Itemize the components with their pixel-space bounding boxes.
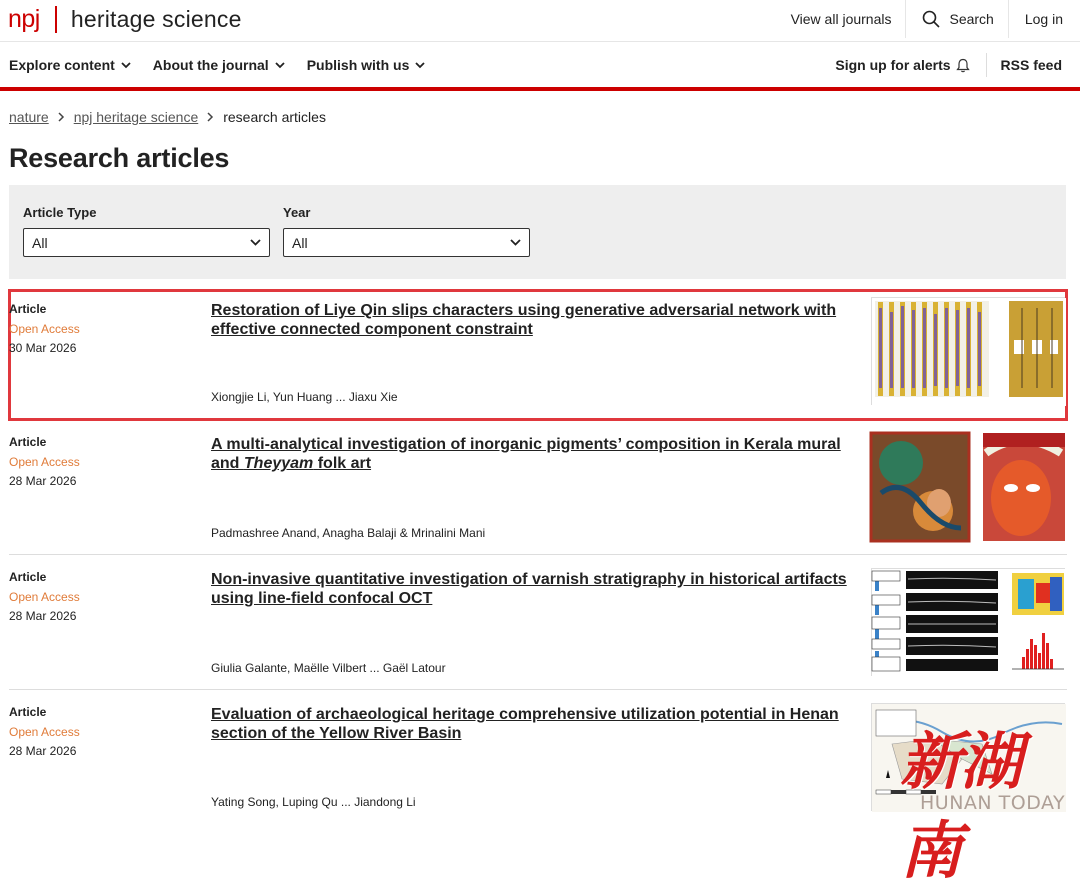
article-date: 30 Mar 2026 — [9, 341, 77, 355]
article-title-link[interactable] — [211, 435, 856, 473]
open-access-badge: Open Access — [9, 590, 80, 604]
article-date: 28 Mar 2026 — [9, 744, 77, 758]
alerts-label: Sign up for alerts — [835, 57, 951, 73]
search-label: Search — [949, 11, 994, 27]
article-authors: Yating Song, Luping Qu ... Jiandong Li — [211, 795, 416, 809]
article-type: Article — [9, 435, 47, 449]
mural-painting-image — [871, 433, 1065, 541]
article-type: Article — [9, 705, 47, 719]
nav-publish-with-us[interactable] — [307, 57, 426, 73]
article-card — [9, 420, 1067, 555]
year-label: Year — [283, 205, 311, 220]
nav-publish-label: Publish with us — [306, 57, 410, 73]
search-icon — [922, 10, 940, 28]
watermark-english-text: HUNAN TODAY — [920, 792, 1066, 814]
article-list — [9, 290, 1067, 825]
view-all-journals-link[interactable]: View all journals — [790, 11, 892, 27]
article-meta — [9, 704, 80, 759]
chevron-down-icon — [510, 239, 521, 246]
article-authors: Padmashree Anand, Anagha Balaji & Mrinalini Mani — [211, 526, 486, 540]
article-meta — [9, 569, 80, 624]
breadcrumb-current: research articles — [223, 109, 326, 125]
article-date: 28 Mar 2026 — [9, 474, 77, 488]
article-thumbnail[interactable] — [871, 433, 1065, 541]
breadcrumb — [9, 109, 326, 125]
nav-about-label: About the journal — [152, 57, 269, 73]
journal-logo[interactable] — [8, 4, 242, 34]
article-type-select[interactable] — [23, 228, 270, 257]
open-access-badge: Open Access — [9, 455, 80, 469]
bamboo-slips-image — [872, 298, 1066, 406]
header-accent-bar — [0, 87, 1080, 91]
rss-feed-link[interactable]: RSS feed — [986, 53, 1080, 77]
breadcrumb-journal[interactable]: npj heritage science — [73, 109, 199, 125]
chevron-down-icon — [275, 62, 285, 69]
article-date: 28 Mar 2026 — [9, 609, 77, 623]
page-title: Research articles — [9, 143, 230, 173]
bell-icon — [956, 58, 970, 73]
article-thumbnail[interactable] — [871, 703, 1065, 811]
article-authors: Xiongjie Li, Yun Huang ... Jiaxu Xie — [211, 390, 398, 404]
year-value: All — [292, 234, 308, 251]
oct-figure-image — [872, 569, 1066, 677]
article-title-italic: Theyyam — [243, 455, 314, 472]
article-type-value: All — [32, 234, 48, 251]
top-bar — [0, 0, 1080, 42]
article-meta — [9, 434, 80, 489]
logo-name: heritage science — [70, 5, 242, 32]
article-card — [9, 690, 1067, 825]
logo-divider — [55, 6, 57, 33]
article-thumbnail[interactable] — [871, 568, 1065, 676]
chevron-right-icon — [58, 112, 65, 122]
year-select[interactable] — [283, 228, 530, 257]
chevron-down-icon — [121, 62, 131, 69]
chevron-down-icon — [250, 239, 261, 246]
article-title-text: A multi-analytical investigation of inorganic pigments’ composition in Kerala mural and — [211, 436, 841, 472]
article-title-link[interactable]: Restoration of Liye Qin slips characters using generative adversarial network with effective connected component constraint — [211, 302, 837, 338]
nav-explore-content[interactable] — [9, 57, 131, 73]
year-filter — [283, 205, 530, 257]
article-title-link[interactable]: Evaluation of archaeological heritage comprehensive utilization potential in Henan section of the Yellow River Basin — [211, 706, 839, 742]
open-access-badge: Open Access — [9, 322, 80, 336]
sign-up-alerts-link[interactable] — [825, 57, 985, 73]
article-card — [9, 290, 1067, 420]
logo-mark: npj — [8, 4, 40, 33]
login-link[interactable]: Log in — [1008, 0, 1080, 38]
nav-about-journal[interactable] — [153, 57, 285, 73]
chevron-down-icon — [415, 62, 425, 69]
main-nav — [0, 42, 1080, 89]
article-title-link[interactable]: Non-invasive quantitative investigation of varnish stratigraphy in historical artifacts using line-field confocal OCT — [211, 571, 847, 607]
article-meta — [9, 301, 80, 356]
nav-explore-label: Explore content — [9, 57, 115, 73]
article-type-label: Article Type — [23, 205, 97, 220]
article-title-text-end: folk art — [313, 455, 372, 472]
article-thumbnail[interactable] — [871, 297, 1065, 405]
article-type: Article — [9, 302, 47, 316]
breadcrumb-nature[interactable]: nature — [9, 109, 49, 125]
article-type-filter — [23, 205, 270, 257]
watermark-chinese-text: 新湖南 — [900, 725, 1021, 887]
open-access-badge: Open Access — [9, 725, 80, 739]
article-authors: Giulia Galante, Maëlle Vilbert ... Gaël Latour — [211, 661, 446, 675]
article-type: Article — [9, 570, 47, 584]
article-card — [9, 555, 1067, 690]
filter-panel — [9, 185, 1066, 279]
chevron-right-icon — [207, 112, 214, 122]
map-image — [872, 704, 1066, 812]
search-button[interactable] — [905, 0, 1007, 38]
